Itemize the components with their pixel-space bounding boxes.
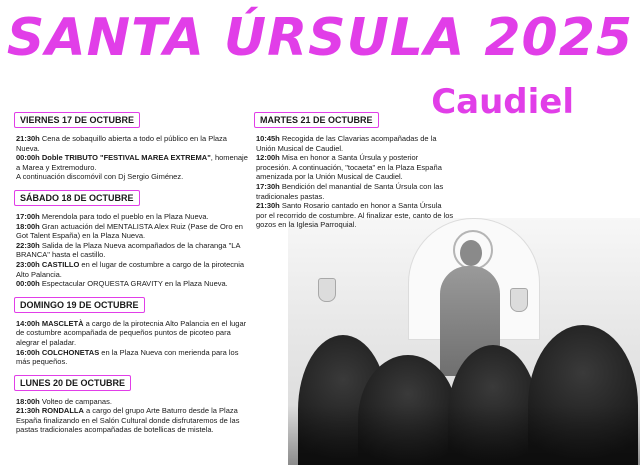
event-item: 21:30h Santo Rosario cantado en honor a Santa Úrsula por el recorrido de costumbre. Al finalizar este, canto de los gozos en la Iglesia Parroquial. [256, 201, 454, 230]
day-section [14, 188, 252, 289]
day-section [254, 110, 454, 230]
event-item: 00:00h Doble TRIBUTO "FESTIVAL MAREA EXTREMA", homenaje a Marea y Extremoduro. [16, 153, 248, 172]
event-item: 10:45h Recogida de las Clavarias acompañadas de la Unión Musical de Caudiel. [256, 134, 437, 153]
event-item: 12:00h Misa en honor a Santa Úrsula y posterior procesión. A continuación, "tocaeta" en la Plaza España amenizada por la Unión Musical de Caudiel. [256, 153, 442, 182]
event-list [256, 134, 454, 230]
event-item: 23:00h CASTILLO en el lugar de costumbre a cargo de la pirotecnia Alto Palancia. [16, 259, 245, 279]
lantern-right [510, 288, 528, 312]
event-item: 21:30h RONDALLA a cargo del grupo Arte Baturro desde la Plaza España finalizando en el Salón Cultural donde disfrutaremos de las pastas tradicionales acompañadas de botellicas de mistela. [16, 406, 240, 435]
event-list [16, 134, 252, 182]
event-list [16, 319, 252, 367]
event-item: 17:30h Bendición del manantial de Santa Úrsula con las tradicionales pastas. [256, 181, 444, 201]
photo-shade [288, 405, 640, 465]
lantern-left [318, 278, 336, 302]
statue-head [460, 240, 482, 266]
event-item: 21:30h Cena de sobaquillo abierta a todo el público en la Plaza Nueva. [16, 134, 227, 153]
event-item: 18:00h Gran actuación del MENTALISTA Alex Ruiz (Pase de Oro en Got Talent España) en la Plaza Nueva. [16, 221, 243, 241]
day-header: MARTES 21 DE OCTUBRE [254, 112, 379, 128]
day-section [14, 110, 252, 182]
event-item: 22:30h Salida de la Plaza Nueva acompañados de la charanga "LA BRANCA" hasta el castillo. [16, 240, 241, 260]
event-item: 14:00h MASCLETÀ a cargo de la pirotecnia Alto Palancia en el lugar de costumbre acompañada de pequeños puntos de picoteo para alegrar el paladar. [16, 318, 247, 347]
event-list [16, 397, 252, 435]
day-header: VIERNES 17 DE OCTUBRE [14, 112, 140, 128]
event-item: 18:00h Volteo de campanas. [16, 396, 112, 406]
day-section [14, 373, 252, 435]
town-name: Caudiel [431, 82, 574, 122]
day-header: DOMINGO 19 DE OCTUBRE [14, 297, 145, 313]
poster-title: SANTA ÚRSULA 2025 [6, 8, 634, 68]
event-item: 17:00h Merendola para todo el pueblo en la Plaza Nueva. [16, 211, 209, 221]
day-section [14, 295, 252, 367]
event-item: 16:00h COLCHONETAS en la Plaza Nueva con merienda para los más pequeños. [16, 347, 239, 367]
day-header: LUNES 20 DE OCTUBRE [14, 375, 131, 391]
schedule-left-column [14, 110, 252, 441]
schedule-right-column [254, 110, 454, 236]
event-item: 00:00h Espectacular ORQUESTA GRAVITY en la Plaza Nueva. [16, 279, 228, 289]
event-list [16, 212, 252, 289]
event-item: A continuación discomóvil con Dj Sergio Giménez. [16, 172, 184, 182]
statue-photo [288, 218, 640, 465]
day-header: SÁBADO 18 DE OCTUBRE [14, 190, 140, 206]
